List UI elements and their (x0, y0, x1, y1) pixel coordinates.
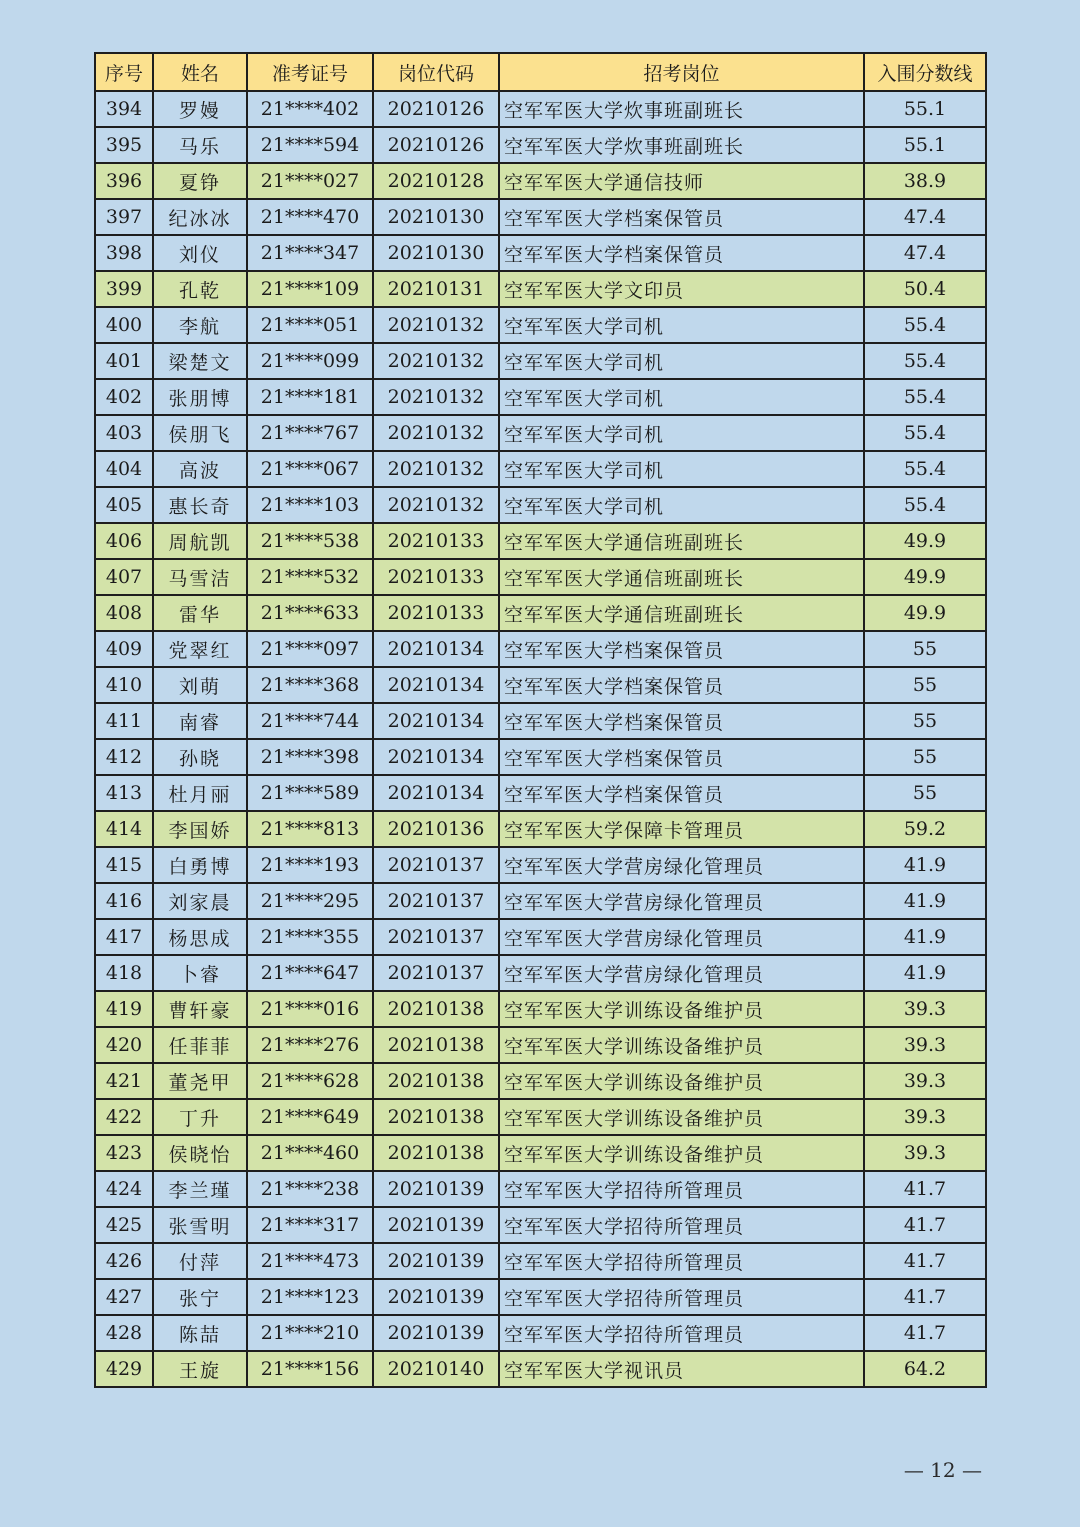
cell-cutoff-score: 39.3 (864, 991, 986, 1027)
cell-post-code: 20210134 (373, 703, 499, 739)
header-post-code: 岗位代码 (373, 53, 499, 91)
cell-name: 惠长奇 (153, 487, 247, 523)
cell-post: 空军军医大学司机 (499, 415, 864, 451)
cell-post-code: 20210137 (373, 883, 499, 919)
cell-serial-number: 409 (95, 631, 153, 667)
cell-post: 空军军医大学司机 (499, 379, 864, 415)
cell-post: 空军军医大学招待所管理员 (499, 1243, 864, 1279)
cell-post: 空军军医大学司机 (499, 307, 864, 343)
cell-exam-id: 21****594 (247, 127, 373, 163)
cell-name: 王旋 (153, 1351, 247, 1387)
cell-post: 空军军医大学通信班副班长 (499, 523, 864, 559)
cell-exam-id: 21****276 (247, 1027, 373, 1063)
cell-serial-number: 424 (95, 1171, 153, 1207)
table-row (95, 559, 986, 595)
cell-post: 空军军医大学通信班副班长 (499, 595, 864, 631)
cell-post: 空军军医大学招待所管理员 (499, 1171, 864, 1207)
cell-exam-id: 21****744 (247, 703, 373, 739)
cell-serial-number: 428 (95, 1315, 153, 1351)
cell-name: 纪冰冰 (153, 199, 247, 235)
cell-cutoff-score: 41.7 (864, 1171, 986, 1207)
cell-serial-number: 403 (95, 415, 153, 451)
cell-name: 杜月丽 (153, 775, 247, 811)
table-row (95, 811, 986, 847)
cell-exam-id: 21****181 (247, 379, 373, 415)
cell-name: 李航 (153, 307, 247, 343)
cell-serial-number: 398 (95, 235, 153, 271)
header-exam-id: 准考证号 (247, 53, 373, 91)
table-row (95, 991, 986, 1027)
table-row (95, 847, 986, 883)
cell-exam-id: 21****027 (247, 163, 373, 199)
cell-exam-id: 21****355 (247, 919, 373, 955)
cell-post-code: 20210128 (373, 163, 499, 199)
cell-exam-id: 21****317 (247, 1207, 373, 1243)
cell-name: 马乐 (153, 127, 247, 163)
cell-serial-number: 406 (95, 523, 153, 559)
cell-exam-id: 21****238 (247, 1171, 373, 1207)
cell-exam-id: 21****538 (247, 523, 373, 559)
cell-serial-number: 396 (95, 163, 153, 199)
header-serial-number: 序号 (95, 53, 153, 91)
table-row (95, 163, 986, 199)
cell-serial-number: 425 (95, 1207, 153, 1243)
cell-post-code: 20210138 (373, 1063, 499, 1099)
cell-name: 丁升 (153, 1099, 247, 1135)
cell-cutoff-score: 55.4 (864, 379, 986, 415)
cell-name: 南睿 (153, 703, 247, 739)
cell-post-code: 20210134 (373, 775, 499, 811)
cell-post-code: 20210137 (373, 847, 499, 883)
cell-serial-number: 415 (95, 847, 153, 883)
cell-exam-id: 21****589 (247, 775, 373, 811)
cell-cutoff-score: 55 (864, 775, 986, 811)
cell-serial-number: 401 (95, 343, 153, 379)
cell-post-code: 20210132 (373, 487, 499, 523)
table-row (95, 1027, 986, 1063)
cell-serial-number: 394 (95, 91, 153, 127)
cell-exam-id: 21****813 (247, 811, 373, 847)
cell-serial-number: 417 (95, 919, 153, 955)
cell-post: 空军军医大学训练设备维护员 (499, 1099, 864, 1135)
cell-serial-number: 429 (95, 1351, 153, 1387)
cell-cutoff-score: 55 (864, 631, 986, 667)
cell-cutoff-score: 41.9 (864, 847, 986, 883)
cell-post-code: 20210134 (373, 631, 499, 667)
table-row (95, 91, 986, 127)
cell-name: 梁楚文 (153, 343, 247, 379)
cell-exam-id: 21****156 (247, 1351, 373, 1387)
cell-cutoff-score: 55.4 (864, 307, 986, 343)
cell-cutoff-score: 41.7 (864, 1207, 986, 1243)
cell-name: 党翠红 (153, 631, 247, 667)
table-row (95, 199, 986, 235)
cell-post: 空军军医大学训练设备维护员 (499, 1027, 864, 1063)
cell-post: 空军军医大学营房绿化管理员 (499, 955, 864, 991)
cell-post: 空军军医大学营房绿化管理员 (499, 919, 864, 955)
table-row (95, 415, 986, 451)
cell-post-code: 20210138 (373, 1027, 499, 1063)
cell-cutoff-score: 55 (864, 703, 986, 739)
cell-post: 空军军医大学司机 (499, 343, 864, 379)
cell-post: 空军军医大学档案保管员 (499, 235, 864, 271)
table-row (95, 1243, 986, 1279)
table-body (95, 91, 986, 1387)
cell-post-code: 20210133 (373, 595, 499, 631)
cell-serial-number: 410 (95, 667, 153, 703)
cell-exam-id: 21****051 (247, 307, 373, 343)
cell-cutoff-score: 39.3 (864, 1027, 986, 1063)
cell-cutoff-score: 47.4 (864, 235, 986, 271)
cell-name: 侯朋飞 (153, 415, 247, 451)
cell-post: 空军军医大学训练设备维护员 (499, 991, 864, 1027)
cell-post-code: 20210133 (373, 523, 499, 559)
cell-exam-id: 21****067 (247, 451, 373, 487)
cell-exam-id: 21****647 (247, 955, 373, 991)
cell-post: 空军军医大学档案保管员 (499, 775, 864, 811)
cell-name: 张宁 (153, 1279, 247, 1315)
table-row (95, 1207, 986, 1243)
cell-post-code: 20210126 (373, 127, 499, 163)
cell-exam-id: 21****470 (247, 199, 373, 235)
cell-serial-number: 418 (95, 955, 153, 991)
cell-cutoff-score: 39.3 (864, 1063, 986, 1099)
cell-cutoff-score: 49.9 (864, 559, 986, 595)
cell-cutoff-score: 41.7 (864, 1243, 986, 1279)
cell-post-code: 20210139 (373, 1279, 499, 1315)
cell-cutoff-score: 64.2 (864, 1351, 986, 1387)
cell-cutoff-score: 47.4 (864, 199, 986, 235)
cell-name: 孙晓 (153, 739, 247, 775)
cell-post-code: 20210132 (373, 343, 499, 379)
cell-post-code: 20210138 (373, 1135, 499, 1171)
cell-cutoff-score: 55.4 (864, 451, 986, 487)
cell-cutoff-score: 41.7 (864, 1315, 986, 1351)
cell-exam-id: 21****628 (247, 1063, 373, 1099)
cell-exam-id: 21****402 (247, 91, 373, 127)
cell-exam-id: 21****103 (247, 487, 373, 523)
cell-serial-number: 416 (95, 883, 153, 919)
cell-name: 张雪明 (153, 1207, 247, 1243)
cell-name: 卜睿 (153, 955, 247, 991)
cell-name: 马雪洁 (153, 559, 247, 595)
cell-post-code: 20210140 (373, 1351, 499, 1387)
table-row (95, 1063, 986, 1099)
cell-cutoff-score: 49.9 (864, 595, 986, 631)
cell-post-code: 20210130 (373, 199, 499, 235)
cell-cutoff-score: 41.9 (864, 919, 986, 955)
cell-cutoff-score: 55.4 (864, 343, 986, 379)
cell-serial-number: 427 (95, 1279, 153, 1315)
cell-post: 空军军医大学档案保管员 (499, 739, 864, 775)
cell-serial-number: 397 (95, 199, 153, 235)
cell-name: 雷华 (153, 595, 247, 631)
cell-name: 陈喆 (153, 1315, 247, 1351)
cell-post: 空军军医大学营房绿化管理员 (499, 883, 864, 919)
candidate-table (94, 52, 987, 1388)
cell-post: 空军军医大学档案保管员 (499, 631, 864, 667)
cell-name: 杨思成 (153, 919, 247, 955)
table-row (95, 775, 986, 811)
cell-serial-number: 404 (95, 451, 153, 487)
cell-exam-id: 21****210 (247, 1315, 373, 1351)
cell-post: 空军军医大学训练设备维护员 (499, 1063, 864, 1099)
cell-exam-id: 21****123 (247, 1279, 373, 1315)
cell-serial-number: 420 (95, 1027, 153, 1063)
cell-post: 空军军医大学通信技师 (499, 163, 864, 199)
cell-cutoff-score: 39.3 (864, 1135, 986, 1171)
cell-cutoff-score: 55 (864, 739, 986, 775)
table-row (95, 1315, 986, 1351)
cell-name: 董尧甲 (153, 1063, 247, 1099)
cell-exam-id: 21****368 (247, 667, 373, 703)
table-row (95, 595, 986, 631)
table-row (95, 343, 986, 379)
cell-post: 空军军医大学通信班副班长 (499, 559, 864, 595)
table-row (95, 703, 986, 739)
cell-post-code: 20210130 (373, 235, 499, 271)
cell-cutoff-score: 39.3 (864, 1099, 986, 1135)
cell-serial-number: 407 (95, 559, 153, 595)
cell-post-code: 20210137 (373, 919, 499, 955)
cell-post: 空军军医大学营房绿化管理员 (499, 847, 864, 883)
cell-post-code: 20210138 (373, 1099, 499, 1135)
table-row (95, 739, 986, 775)
cell-serial-number: 411 (95, 703, 153, 739)
cell-post-code: 20210132 (373, 415, 499, 451)
cell-serial-number: 405 (95, 487, 153, 523)
cell-post: 空军军医大学司机 (499, 487, 864, 523)
cell-cutoff-score: 41.7 (864, 1279, 986, 1315)
cell-name: 李兰瑾 (153, 1171, 247, 1207)
cell-name: 张朋博 (153, 379, 247, 415)
cell-post: 空军军医大学炊事班副班长 (499, 91, 864, 127)
cell-post-code: 20210131 (373, 271, 499, 307)
cell-cutoff-score: 41.9 (864, 883, 986, 919)
cell-exam-id: 21****193 (247, 847, 373, 883)
cell-post-code: 20210139 (373, 1315, 499, 1351)
cell-post-code: 20210139 (373, 1207, 499, 1243)
cell-serial-number: 421 (95, 1063, 153, 1099)
table-row (95, 127, 986, 163)
table-header-row (95, 53, 986, 91)
cell-cutoff-score: 38.9 (864, 163, 986, 199)
cell-serial-number: 402 (95, 379, 153, 415)
cell-post: 空军军医大学司机 (499, 451, 864, 487)
cell-name: 孔乾 (153, 271, 247, 307)
table-row (95, 919, 986, 955)
cell-exam-id: 21****016 (247, 991, 373, 1027)
cell-post: 空军军医大学文印员 (499, 271, 864, 307)
cell-serial-number: 399 (95, 271, 153, 307)
cell-name: 任菲菲 (153, 1027, 247, 1063)
cell-name: 刘家晨 (153, 883, 247, 919)
cell-post-code: 20210136 (373, 811, 499, 847)
cell-exam-id: 21****473 (247, 1243, 373, 1279)
cell-exam-id: 21****099 (247, 343, 373, 379)
cell-serial-number: 423 (95, 1135, 153, 1171)
cell-name: 夏铮 (153, 163, 247, 199)
header-post: 招考岗位 (499, 53, 864, 91)
cell-name: 李国娇 (153, 811, 247, 847)
table-row (95, 1135, 986, 1171)
cell-cutoff-score: 50.4 (864, 271, 986, 307)
table-row (95, 955, 986, 991)
cell-post-code: 20210133 (373, 559, 499, 595)
table-row (95, 1099, 986, 1135)
cell-serial-number: 426 (95, 1243, 153, 1279)
table-row (95, 307, 986, 343)
cell-cutoff-score: 55.1 (864, 91, 986, 127)
cell-serial-number: 395 (95, 127, 153, 163)
cell-exam-id: 21****532 (247, 559, 373, 595)
table-row (95, 451, 986, 487)
page-number: — 12 — (903, 1458, 982, 1482)
cell-name: 侯晓怡 (153, 1135, 247, 1171)
header-name: 姓名 (153, 53, 247, 91)
cell-post-code: 20210132 (373, 451, 499, 487)
table-row (95, 235, 986, 271)
cell-name: 曹轩豪 (153, 991, 247, 1027)
cell-serial-number: 408 (95, 595, 153, 631)
cell-name: 白勇博 (153, 847, 247, 883)
table-row (95, 271, 986, 307)
cell-post: 空军军医大学炊事班副班长 (499, 127, 864, 163)
cell-cutoff-score: 41.9 (864, 955, 986, 991)
cell-cutoff-score: 55.1 (864, 127, 986, 163)
table-row (95, 523, 986, 559)
cell-post: 空军军医大学档案保管员 (499, 703, 864, 739)
table-row (95, 667, 986, 703)
cell-exam-id: 21****649 (247, 1099, 373, 1135)
cell-cutoff-score: 55.4 (864, 487, 986, 523)
cell-name: 高波 (153, 451, 247, 487)
cell-exam-id: 21****398 (247, 739, 373, 775)
cell-serial-number: 400 (95, 307, 153, 343)
cell-cutoff-score: 59.2 (864, 811, 986, 847)
cell-cutoff-score: 49.9 (864, 523, 986, 559)
cell-post-code: 20210137 (373, 955, 499, 991)
cell-name: 刘萌 (153, 667, 247, 703)
header-cutoff-score: 入围分数线 (864, 53, 986, 91)
cell-cutoff-score: 55 (864, 667, 986, 703)
cell-post: 空军军医大学招待所管理员 (499, 1315, 864, 1351)
cell-exam-id: 21****109 (247, 271, 373, 307)
table-row (95, 379, 986, 415)
cell-serial-number: 419 (95, 991, 153, 1027)
cell-name: 周航凯 (153, 523, 247, 559)
table-row (95, 1279, 986, 1315)
cell-name: 刘仪 (153, 235, 247, 271)
cell-post-code: 20210132 (373, 379, 499, 415)
cell-post-code: 20210139 (373, 1171, 499, 1207)
cell-post: 空军军医大学视讯员 (499, 1351, 864, 1387)
cell-name: 罗嫚 (153, 91, 247, 127)
cell-post-code: 20210132 (373, 307, 499, 343)
cell-post: 空军军医大学招待所管理员 (499, 1279, 864, 1315)
table-row (95, 1351, 986, 1387)
cell-exam-id: 21****295 (247, 883, 373, 919)
table-row (95, 1171, 986, 1207)
cell-serial-number: 413 (95, 775, 153, 811)
cell-cutoff-score: 55.4 (864, 415, 986, 451)
cell-post-code: 20210126 (373, 91, 499, 127)
cell-post: 空军军医大学档案保管员 (499, 667, 864, 703)
cell-post: 空军军医大学档案保管员 (499, 199, 864, 235)
cell-exam-id: 21****347 (247, 235, 373, 271)
cell-post: 空军军医大学保障卡管理员 (499, 811, 864, 847)
table-row (95, 883, 986, 919)
cell-serial-number: 422 (95, 1099, 153, 1135)
cell-post: 空军军医大学训练设备维护员 (499, 1135, 864, 1171)
cell-serial-number: 414 (95, 811, 153, 847)
cell-exam-id: 21****767 (247, 415, 373, 451)
cell-exam-id: 21****097 (247, 631, 373, 667)
table-row (95, 631, 986, 667)
cell-post-code: 20210138 (373, 991, 499, 1027)
cell-post-code: 20210134 (373, 667, 499, 703)
cell-exam-id: 21****633 (247, 595, 373, 631)
table-row (95, 487, 986, 523)
cell-post: 空军军医大学招待所管理员 (499, 1207, 864, 1243)
cell-exam-id: 21****460 (247, 1135, 373, 1171)
cell-post-code: 20210139 (373, 1243, 499, 1279)
cell-post-code: 20210134 (373, 739, 499, 775)
cell-serial-number: 412 (95, 739, 153, 775)
cell-name: 付萍 (153, 1243, 247, 1279)
